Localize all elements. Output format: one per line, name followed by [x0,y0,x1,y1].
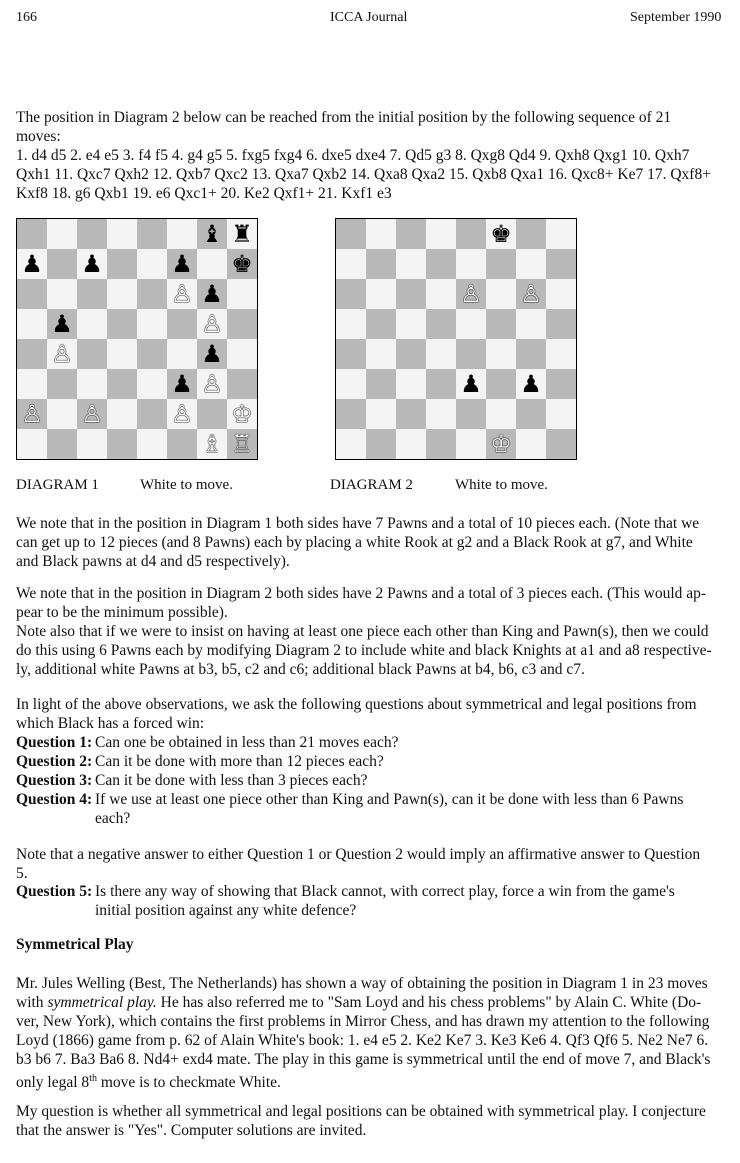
board-square [137,309,167,339]
move-sequence-line: Qxh1 11. Qxc7 Qxh2 12. Qxb7 Qxc2 13. Qxa7 Qxb2 14. Qxa8 Qxa2 15. Qxb8 Qxa1 16. Qxc8+ Ke7 17. Qxf8+ [16,166,711,183]
question-label: Question 4: [16,791,93,808]
board-square [336,219,366,249]
board-square [456,429,486,459]
board-square [486,219,516,249]
text-line [16,1069,726,1092]
board-square [107,339,137,369]
board-square [107,369,137,399]
question-text-continued: initial position against any white defence? [95,902,357,919]
board-square [137,279,167,309]
intro-paragraph [16,108,726,203]
board-square [77,429,107,459]
text-fragment: with [16,994,48,1011]
board-square [456,309,486,339]
board-square [546,339,576,369]
board-square [546,219,576,249]
board-square [227,279,257,309]
board-square [516,219,546,249]
board-square [396,279,426,309]
board-square [167,309,197,339]
text-line: We note that in the position in Diagram 1 both sides have 7 Pawns and a total of 10 pieces each. (Note that we [16,515,700,532]
board-square [426,399,456,429]
board-square [197,309,227,339]
board-square [77,369,107,399]
board-square [77,399,107,429]
board-square [426,369,456,399]
text-line: Note that a negative answer to either Question 1 or Question 2 would imply an affirmative answer to Question [16,846,701,863]
board-square [366,249,396,279]
board-square [227,249,257,279]
board-square [17,369,47,399]
board-square [17,219,47,249]
board-square [516,369,546,399]
text-line: In light of the above observations, we ask the following questions about symmetrical and legal positions from [16,696,697,713]
board-square [366,309,396,339]
text-line: ver, New York), which contains the first problems in Mirror Chess, and has drawn my attention to the following [16,1013,710,1030]
text-line: We note that in the position in Diagram 2 both sides have 2 Pawns and a total of 3 pieces each. (This would ap- [16,585,707,602]
board-square [167,279,197,309]
board-square [426,339,456,369]
board-square [107,219,137,249]
board-square [456,369,486,399]
board-square [486,249,516,279]
paragraph-diagram-2-notes [16,584,726,679]
white-piece-icon: ♔ [231,400,253,428]
board-square [17,339,47,369]
question-label: Question 3: [16,772,93,789]
emphasis-text: symmetrical play. [47,994,157,1011]
board-square [396,339,426,369]
board-square [546,369,576,399]
board-square [107,309,137,339]
board-square [47,309,77,339]
board-square [137,249,167,279]
white-piece-icon: ♗ [201,430,223,458]
text-line [16,993,726,1012]
black-piece-icon: ♟ [201,280,223,308]
board-square [516,279,546,309]
board-square [486,399,516,429]
board-square [227,309,257,339]
board-square [336,249,366,279]
question-1 [16,733,726,752]
board-square [17,249,47,279]
text-line: do this using 6 Pawns each by modifying Diagram 2 to include white and black Knights at a1 and a8 respective- [16,642,712,659]
black-piece-icon: ♟ [171,370,193,398]
question-text: Can it be done with less than 3 pieces each? [95,772,368,789]
board-square [167,219,197,249]
board-square [396,309,426,339]
board-square [396,219,426,249]
board-square [227,369,257,399]
move-sequence-line: 1. d4 d5 2. e4 e5 3. f4 f5 4. g4 g5 5. fxg5 fxg4 6. dxe5 dxe4 7. Qd5 g3 8. Qxg8 Qd4 9. Qxh8 Qxg1 10. Qxh7 [16,147,690,164]
board-square [546,279,576,309]
black-piece-icon: ♟ [460,370,482,398]
intro-line: The position in Diagram 2 below can be reached from the initial position by the following sequence of 21 [16,109,672,126]
issue-date: September 1990 [630,10,722,25]
board-square [396,429,426,459]
board-square [336,279,366,309]
text-line: that the answer is "Yes". Computer solutions are invited. [16,1122,367,1139]
page-number: 166 [16,10,37,25]
board-square [167,429,197,459]
paragraph-symmetrical-play [16,974,726,1092]
board-square [456,279,486,309]
text-line: which Black has a forced win: [16,715,205,732]
black-piece-icon: ♚ [490,220,512,248]
board-square [516,249,546,279]
board-square [366,399,396,429]
board-square [77,249,107,279]
board-square [486,429,516,459]
board-square [336,399,366,429]
question-label: Question 5: [16,883,93,900]
board-square [516,309,546,339]
board-square [47,369,77,399]
board-square [516,399,546,429]
board-square [167,399,197,429]
intro-line: moves: [16,128,61,145]
diagram-1-caption: White to move. [140,477,233,493]
board-square [486,309,516,339]
board-square [486,279,516,309]
white-piece-icon: ♙ [51,340,73,368]
board-square [197,399,227,429]
white-piece-icon: ♙ [171,280,193,308]
paragraph-note [16,845,726,883]
board-square [486,339,516,369]
text-line: Loyd (1866) game from p. 62 of Alain White's book: 1. e4 e5 2. Ke2 Ke7 3. Ke3 Ke6 4. Qf3 Qf6 5. Ne2 Ne7 6. [16,1032,709,1049]
board-square [546,399,576,429]
board-square [137,429,167,459]
board-square [47,249,77,279]
board-square [137,369,167,399]
board-square [227,429,257,459]
board-square [456,399,486,429]
board-square [197,429,227,459]
journal-title: ICCA Journal [330,10,408,25]
board-square [47,339,77,369]
section-heading: Symmetrical Play [16,936,134,953]
diagram-2-label: DIAGRAM 2 [330,477,413,493]
board-square [336,369,366,399]
board-square [336,309,366,339]
board-square [77,219,107,249]
board-square [227,219,257,249]
black-piece-icon: ♟ [51,310,73,338]
board-square [107,279,137,309]
board-square [137,399,167,429]
black-piece-icon: ♟ [81,250,103,278]
board-square [456,339,486,369]
diagram-1-label: DIAGRAM 1 [16,477,99,493]
board-square [426,309,456,339]
board-square [137,339,167,369]
text-line: b3 b6 7. Ba3 Ba6 8. Nd4+ exd4 mate. The play in this game is symmetrical until the end of move 7, and Black's [16,1051,711,1068]
text-line: ly, additional white Pawns at b3, b5, c2 and c6; additional black Pawns at b4, b6, c3 and c7. [16,661,585,678]
white-piece-icon: ♙ [201,310,223,338]
text-line: 5. [16,865,28,882]
white-piece-icon: ♙ [171,400,193,428]
black-piece-icon: ♟ [21,250,43,278]
board-square [197,369,227,399]
board-square [197,249,227,279]
board-square [17,309,47,339]
board-square [107,399,137,429]
white-piece-icon: ♔ [490,430,512,458]
board-square [546,429,576,459]
board-square [77,309,107,339]
text-line: Mr. Jules Welling (Best, The Netherlands) has shown a way of obtaining the position in Diagram 1 in 23 moves [16,975,708,992]
question-label: Question 2: [16,753,93,770]
black-piece-icon: ♚ [231,250,253,278]
diagram-2-caption: White to move. [455,477,548,493]
board-square [17,399,47,429]
text-line: can get up to 12 pieces (and 8 Pawns) each by placing a white Rook at g2 and a Black Rook at g7, and White [16,534,693,551]
board-square [17,429,47,459]
question-text: If we use at least one piece other than King and Pawn(s), can it be done with less than 6 Pawns [95,791,684,808]
black-piece-icon: ♟ [171,250,193,278]
superscript: th [89,1073,97,1084]
text-fragment: He has also referred me to "Sam Loyd and his chess problems" by Alain C. White (Do- [156,994,702,1011]
board-square [366,219,396,249]
white-piece-icon: ♙ [201,370,223,398]
board-square [366,339,396,369]
board-square [167,249,197,279]
board-square [47,279,77,309]
question-text: Can one be obtained in less than 21 moves each? [95,734,399,751]
board-square [197,219,227,249]
question-4 [16,790,726,828]
paragraph-conclusion [16,1102,726,1140]
board-square [426,219,456,249]
board-square [336,429,366,459]
board-square [227,339,257,369]
board-square [426,429,456,459]
question-text: Is there any way of showing that Black cannot, with correct play, force a win from the game's [95,883,675,900]
white-piece-icon: ♙ [81,400,103,428]
board-square [516,429,546,459]
black-piece-icon: ♟ [201,340,223,368]
board-square [336,339,366,369]
text-line: and Black pawns at d4 and d5 respectively). [16,553,290,570]
text-line: Note also that if we were to insist on having at least one piece each other than King and Pawn(s), then we could [16,623,709,640]
text-fragment: only legal 8 [16,1074,90,1092]
text-line: pear to be the minimum possible). [16,604,228,621]
board-square [77,339,107,369]
board-square [426,279,456,309]
move-sequence-line: Kxf8 18. g6 Qxb1 19. e6 Qxc1+ 20. Ke2 Qxf1+ 21. Kxf1 e3 [16,185,392,202]
question-5 [16,882,726,920]
paragraph-questions-intro [16,695,726,733]
board-square [396,369,426,399]
board-square [227,399,257,429]
board-square [366,429,396,459]
board-square [47,219,77,249]
board-square [456,219,486,249]
black-piece-icon: ♜ [231,220,253,248]
paragraph-diagram-1-notes [16,514,726,571]
white-piece-icon: ♙ [520,280,542,308]
chess-board-diagram-2 [335,218,577,460]
board-square [47,399,77,429]
question-2 [16,752,726,771]
board-square [366,369,396,399]
board-square [167,369,197,399]
white-piece-icon: ♙ [21,400,43,428]
question-label: Question 1: [16,734,93,751]
board-square [47,429,77,459]
board-square [107,429,137,459]
question-3 [16,771,726,790]
black-piece-icon: ♟ [520,370,542,398]
board-square [77,279,107,309]
text-line: My question is whether all symmetrical and legal positions can be obtained with symmetrical play. I conjecture [16,1103,706,1120]
board-square [486,369,516,399]
board-square [426,249,456,279]
board-square [516,339,546,369]
board-square [456,249,486,279]
board-square [107,249,137,279]
board-square [137,219,167,249]
board-square [366,279,396,309]
board-square [546,249,576,279]
board-square [396,249,426,279]
white-piece-icon: ♙ [460,280,482,308]
black-piece-icon: ♝ [201,220,223,248]
white-piece-icon: ♖ [231,430,253,458]
question-text-continued: each? [95,810,131,827]
board-square [546,309,576,339]
text-fragment: move is to checkmate White. [96,1074,281,1092]
chess-board-diagram-1 [16,218,258,460]
board-square [197,279,227,309]
board-square [17,279,47,309]
board-square [396,399,426,429]
question-text: Can it be done with more than 12 pieces each? [95,753,384,770]
board-square [167,339,197,369]
board-square [197,339,227,369]
